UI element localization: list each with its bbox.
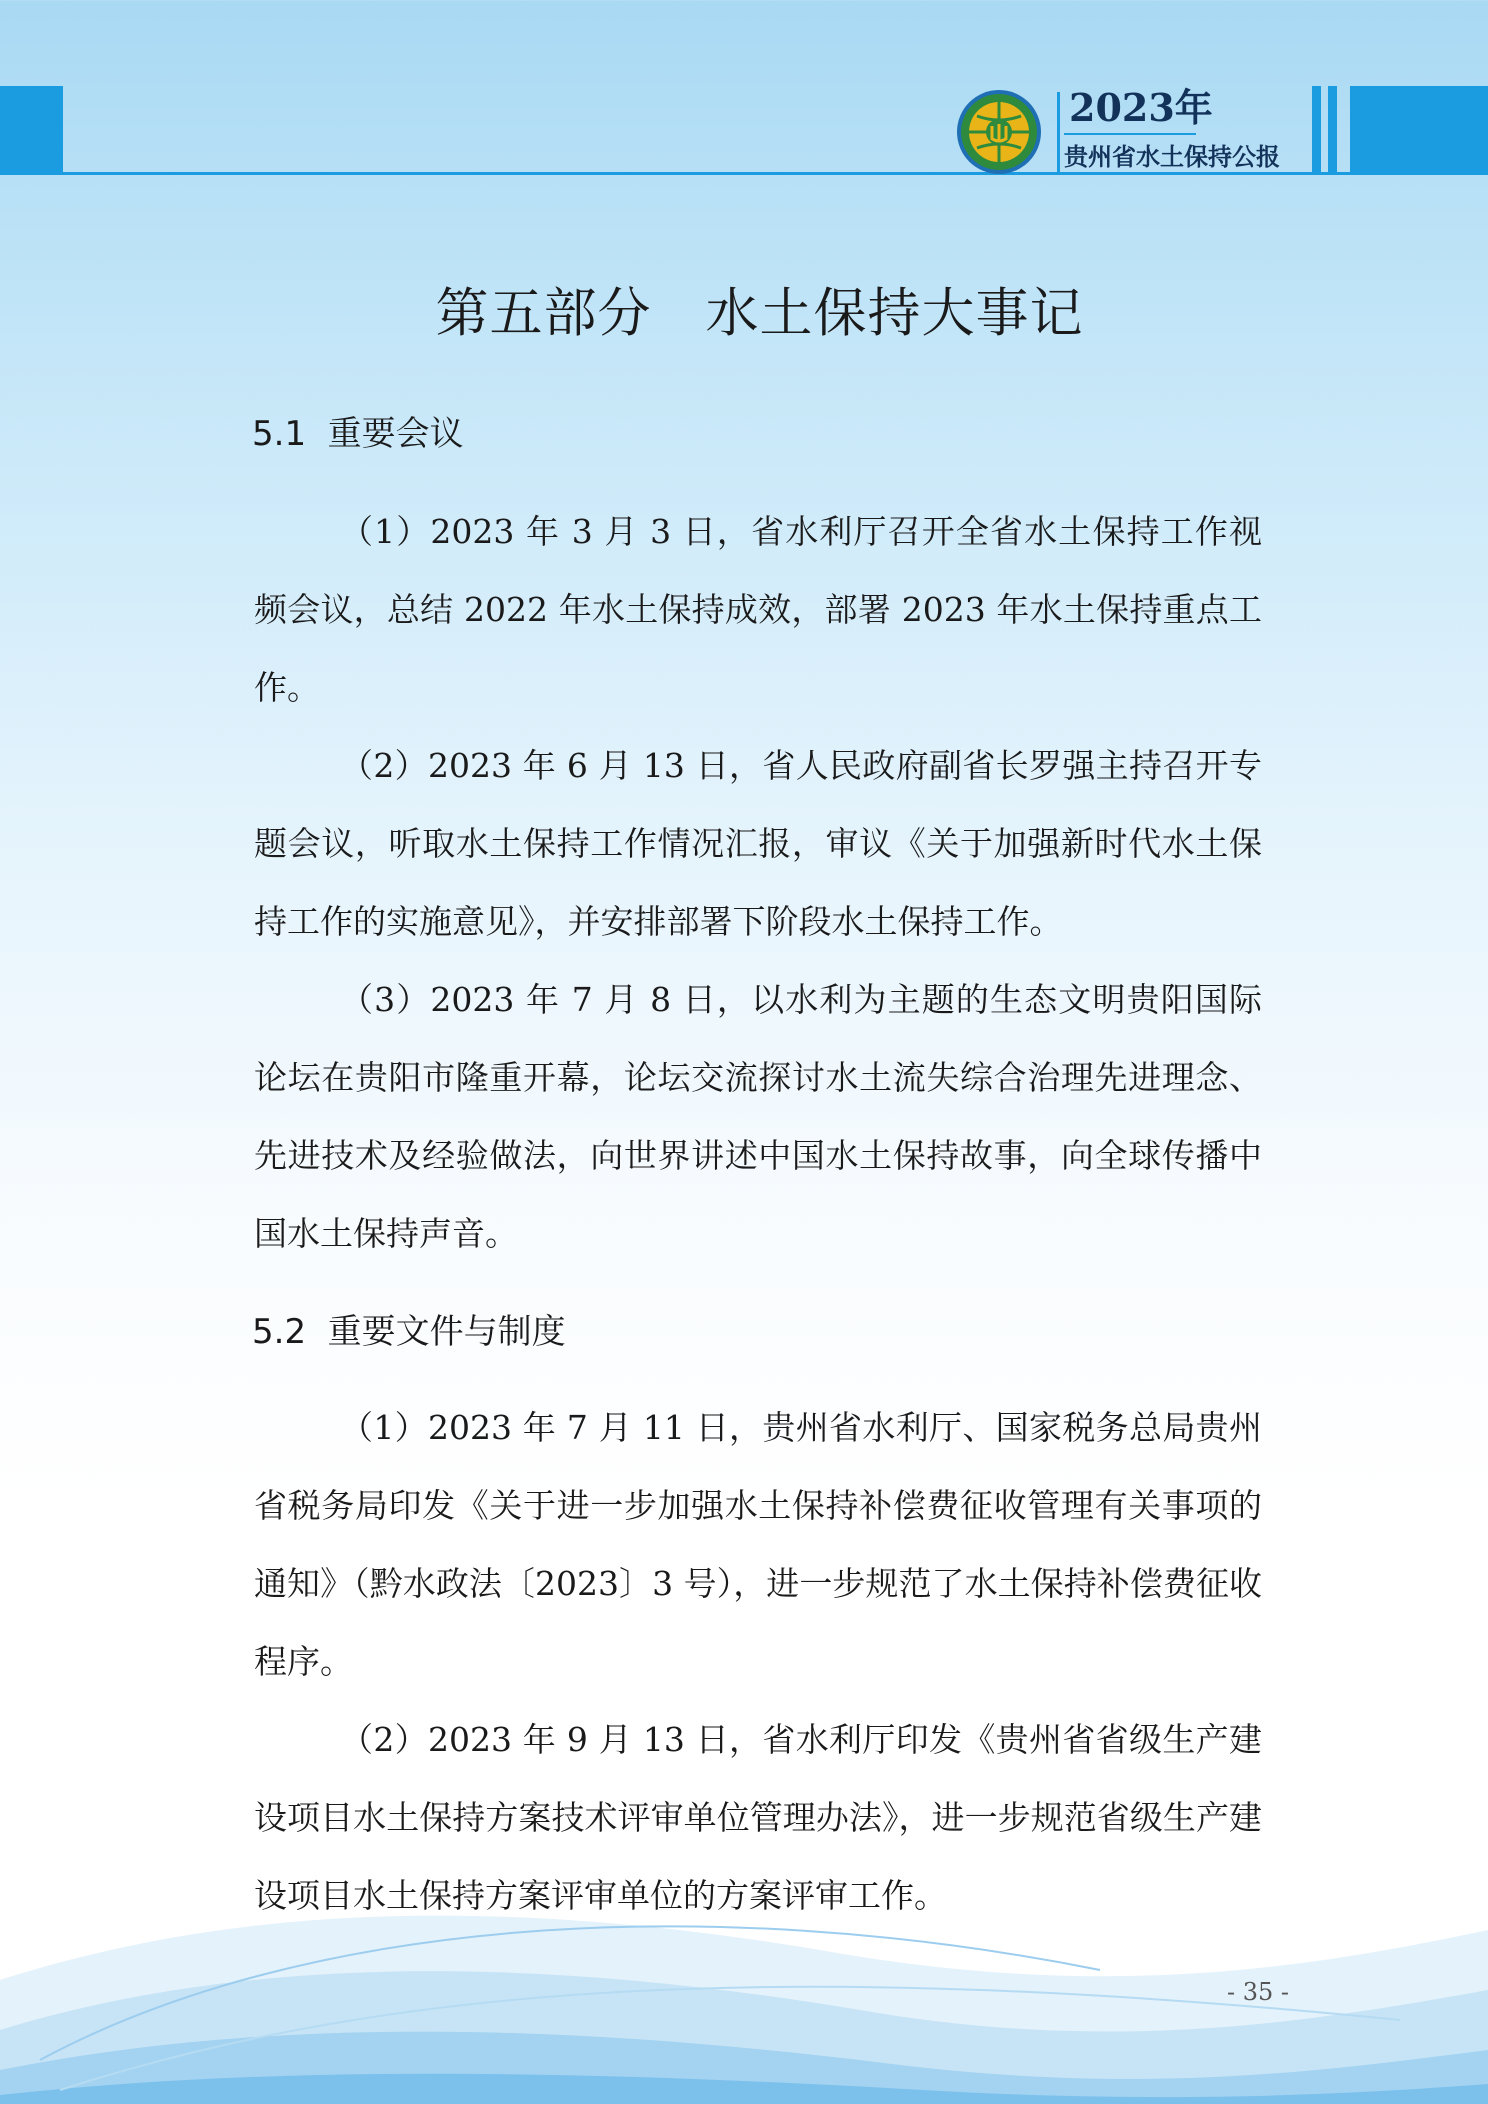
section-heading: 5.2 重要文件与制度 xyxy=(252,1312,566,1352)
header-rule xyxy=(0,172,1488,175)
paragraph: （2）2023 年 6 月 13 日，省人民政府副省长罗强主持召开专题会议，听取水土保持工作情况汇报，审议《关于加强新时代水土保持工作的实施意见》，并安排部署下阶段水土保持工作。 xyxy=(254,746,1262,941)
paragraph: （1）2023 年 7 月 11 日，贵州省水利厅、国家税务总局贵州省税务局印发《关于进一步加强水土保持补偿费征收管理有关事项的通知》（黔水政法〔2023〕3 号），进一步规范了水土保持补偿费征收程序。 xyxy=(254,1408,1262,1681)
section-heading: 5.1 重要会议 xyxy=(252,414,464,454)
header-year-underline xyxy=(1064,133,1196,135)
header-left-block xyxy=(0,86,63,174)
header-divider xyxy=(1057,92,1060,172)
header-subtitle: 贵州省水土保持公报 xyxy=(1064,142,1280,171)
page-title: 第五部分 水土保持大事记 xyxy=(435,283,1084,344)
header-year: 2023年 xyxy=(1069,85,1213,130)
header-right-block xyxy=(1350,86,1488,174)
paragraph: （2）2023 年 9 月 13 日，省水利厅印发《贵州省省级生产建设项目水土保持方案技术评审单位管理办法》，进一步规范省级生产建设项目水土保持方案评审单位的方案评审工作。 xyxy=(254,1720,1262,1915)
paragraph: （3）2023 年 7 月 8 日，以水利为主题的生态文明贵阳国际论坛在贵阳市隆重开幕，论坛交流探讨水土流失综合治理先进理念、先进技术及经验做法，向世界讲述中国水土保持故事，向全球传播中国水土保持声音。 xyxy=(254,980,1262,1253)
soil-and-water-conservation-logo-icon xyxy=(955,88,1043,176)
header-stripe xyxy=(1312,86,1321,174)
page-number: - 35 - xyxy=(1226,1978,1289,2006)
header-stripe xyxy=(1328,86,1337,174)
paragraph: （1）2023 年 3 月 3 日，省水利厅召开全省水土保持工作视频会议，总结 2022 年水土保持成效，部署 2023 年水土保持重点工作。 xyxy=(254,512,1262,707)
